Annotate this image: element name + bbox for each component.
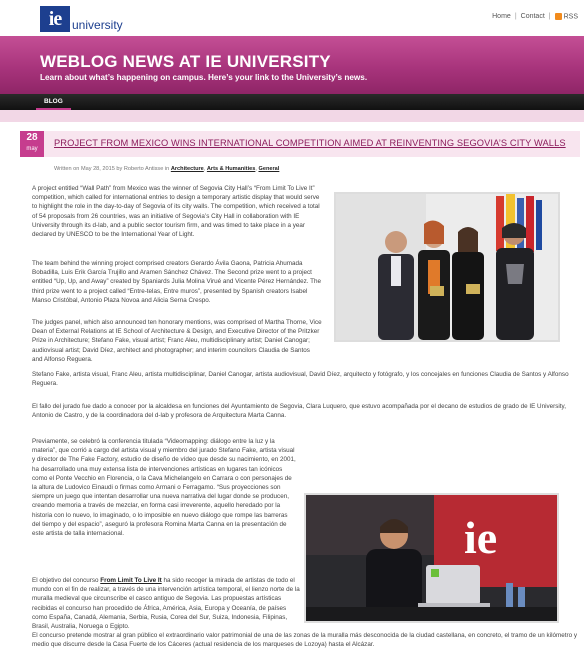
post-day: 28 (26, 132, 38, 143)
post-date-badge (20, 131, 44, 157)
nav-underband (0, 110, 584, 122)
paragraph-8: El concurso pretende mostrar al gran público el extraordinario valor patrimonial de una de las zonas de la muralla más desconocida de la ciudad castellana, en concreto, el tramo de un kilómetro y medio que discurre desde la Casa Fuerte de los Cáceres (actual residencia de los marqueses de Lozoya) hasta el Alcázar. (32, 632, 577, 649)
photo-award-winners[interactable] (334, 192, 560, 342)
post-header (20, 131, 580, 157)
post-month: may (26, 146, 38, 152)
ie-logo-mark: ie (40, 6, 70, 32)
paragraph-6: Previamente, se celebró la conferencia titulada “Videomapping: diálogo entre la luz y la materia”, que corrió a cargo del artista visual y miembro del jurado Stefano Fake, artista visual y director de The Fake Factory, estudio de diseño de vídeo que desde su nacimiento, en 2001, ha desarrollado una muy extensa lista de intervenciones artísticas en lugares tan icónicos como el Ponte Vecchio en Florencia, o la Cava Michelangelo en Carrara o con personajes de la altura de Ludovico Einaudi o firmas como Armani o Ferragamo. “Sus proyecciones son siempre un juego que intentan desarrollar una nueva narrativa del lugar donde se producen, creando memoria a través de mezclar, en forma casi irreverente, aquello heredado por la historia con lo nuevo, lo imaginado, o lo imposible en nuevo diálogo que rompe las barreras del tiempo y del espacio”, aseguró la profesora Romina Marta Canna en la presentación de este artista de talla internacional. (32, 438, 296, 538)
site-banner (0, 36, 584, 94)
contact-link[interactable]: Contact (520, 13, 545, 21)
p7-text-before: El objetivo del concurso (32, 577, 101, 584)
paragraph-7 (32, 576, 302, 631)
rss-link[interactable] (555, 13, 578, 20)
category-general[interactable]: General (258, 166, 280, 172)
competition-link[interactable]: From Limit To Live It (100, 577, 162, 584)
logo-text: university (72, 18, 123, 32)
top-links (492, 13, 578, 20)
separator: | (514, 13, 517, 21)
photo-ie-banner-text: ie (464, 512, 498, 563)
separator: | (548, 13, 551, 21)
top-bar (0, 0, 584, 36)
speaker-photo-illustration (306, 495, 557, 621)
p7-text-after: ha sido recoger la mirada de artistas de todo el mundo con el fin de realizar, a través de una intervención artística temporal, el lienzo norte de la muralla medieval que circunscribe el casco antiguo de Segovia. Las propuestas artísticas recibidas el concurso han procedido de África, América, Asia, Europa y Oceanía, de países como España, Canadá, Alemania, Serbia, Rusia, Corea del Sur, Suiza, Indonesia, Filipinas, Brasil, Australia, Noruega o Egipto. (32, 577, 300, 631)
paragraph-1: A project entitled “Wall Path” from Mexico was the winner of Segovia City Hall’s “From Limit To Live It” competition, which called for international entries to design a temporary artistic display that would serve to highlight the role in the day-to-day of Segovia of its city walls. The competition, which received a total of 54 proposals from 26 countries, was an initiative of Segovia’s City Hall in collaboration with IE University through its d-lab, and a public sector tourism firm, and was timed to take place in a year declared by UNESCO to be the International Year of Light. (32, 185, 320, 239)
post-title-link[interactable]: PROJECT FROM MEXICO WINS INTERNATIONAL COMPETITION AIMED AT REINVENTING SEGOVIA’S CITY WALLS (54, 138, 566, 148)
main-nav (0, 94, 584, 110)
ie-university-logo[interactable] (40, 4, 123, 32)
award-photo-illustration (336, 194, 558, 340)
site-title[interactable]: WEBLOG NEWS AT IE UNIVERSITY (40, 52, 331, 71)
category-arts-humanities[interactable]: Arts & Humanities (206, 166, 256, 172)
site-tagline: Learn about what’s happening on campus. Here’s your link to the University’s news. (40, 73, 368, 82)
home-link[interactable]: Home (492, 13, 511, 21)
paragraph-3: The judges panel, which also announced ten honorary mentions, was comprised of Martha Thorne, Vice Dean of External Relations at IE School of Architecture & Design, and Executive Director of the Pritzker Prize in Architecture; Stefano Fake, visual artist; Franc Aleu, multidisciplinary artist; Daniel Canogar; audiovisual artist; David Díez, architect and photographer; and interim councilors Claudia de Santos and Alfonso Reguera. (32, 319, 322, 363)
rss-icon (555, 13, 562, 20)
post-byline: Written on May 28, 2015 by Roberto Antisse in (54, 166, 170, 172)
photo-speaker-conference[interactable] (304, 493, 559, 623)
rss-label: RSS (563, 13, 578, 21)
post-meta: Written on May 28, 2015 by Roberto Antisse in Architecture, Arts & Humanities, General (54, 166, 280, 172)
category-architecture[interactable]: Architecture (170, 166, 204, 172)
paragraph-2: The team behind the winning project comprised creators Gerardo Ávila Gaona, Patricia Ahumada Bobadilla, Luis Erik García Trujillo and Aramen Sánchez Chávez. The Second prize went to a project entitled “Up, Up, and Away” created by Spaniards Julia Molina Virué and Vicente Pérez Hernández. The third prize went to a project called “Entre-telas, Entre muros”, presented by Spanish creators Isabel Manso Cristóbal, Antonio Plaza Novoa and Alicia Serna Crespo. (32, 260, 322, 304)
paragraph-5: El fallo del jurado fue dado a conocer por la alcaldesa en funciones del Ayuntamiento de Segovia, Clara Luquero, que estuvo acompañada por el decano de estudios de grado de IE University, Antonio de Castro, y de la coordinadora del d-lab y profesora de Arquitectura Marta Canna. (32, 403, 566, 420)
paragraph-4: Stefano Fake, artista visual, Franc Aleu, artista multidisciplinar, Daniel Canogar, artista audiovisual, David Díez, arquitecto y fotógrafo, y los concejales en funciones Claudia de Santos y Alfonso Reguera. (32, 371, 569, 388)
nav-item-blog[interactable]: BLOG (36, 94, 71, 110)
